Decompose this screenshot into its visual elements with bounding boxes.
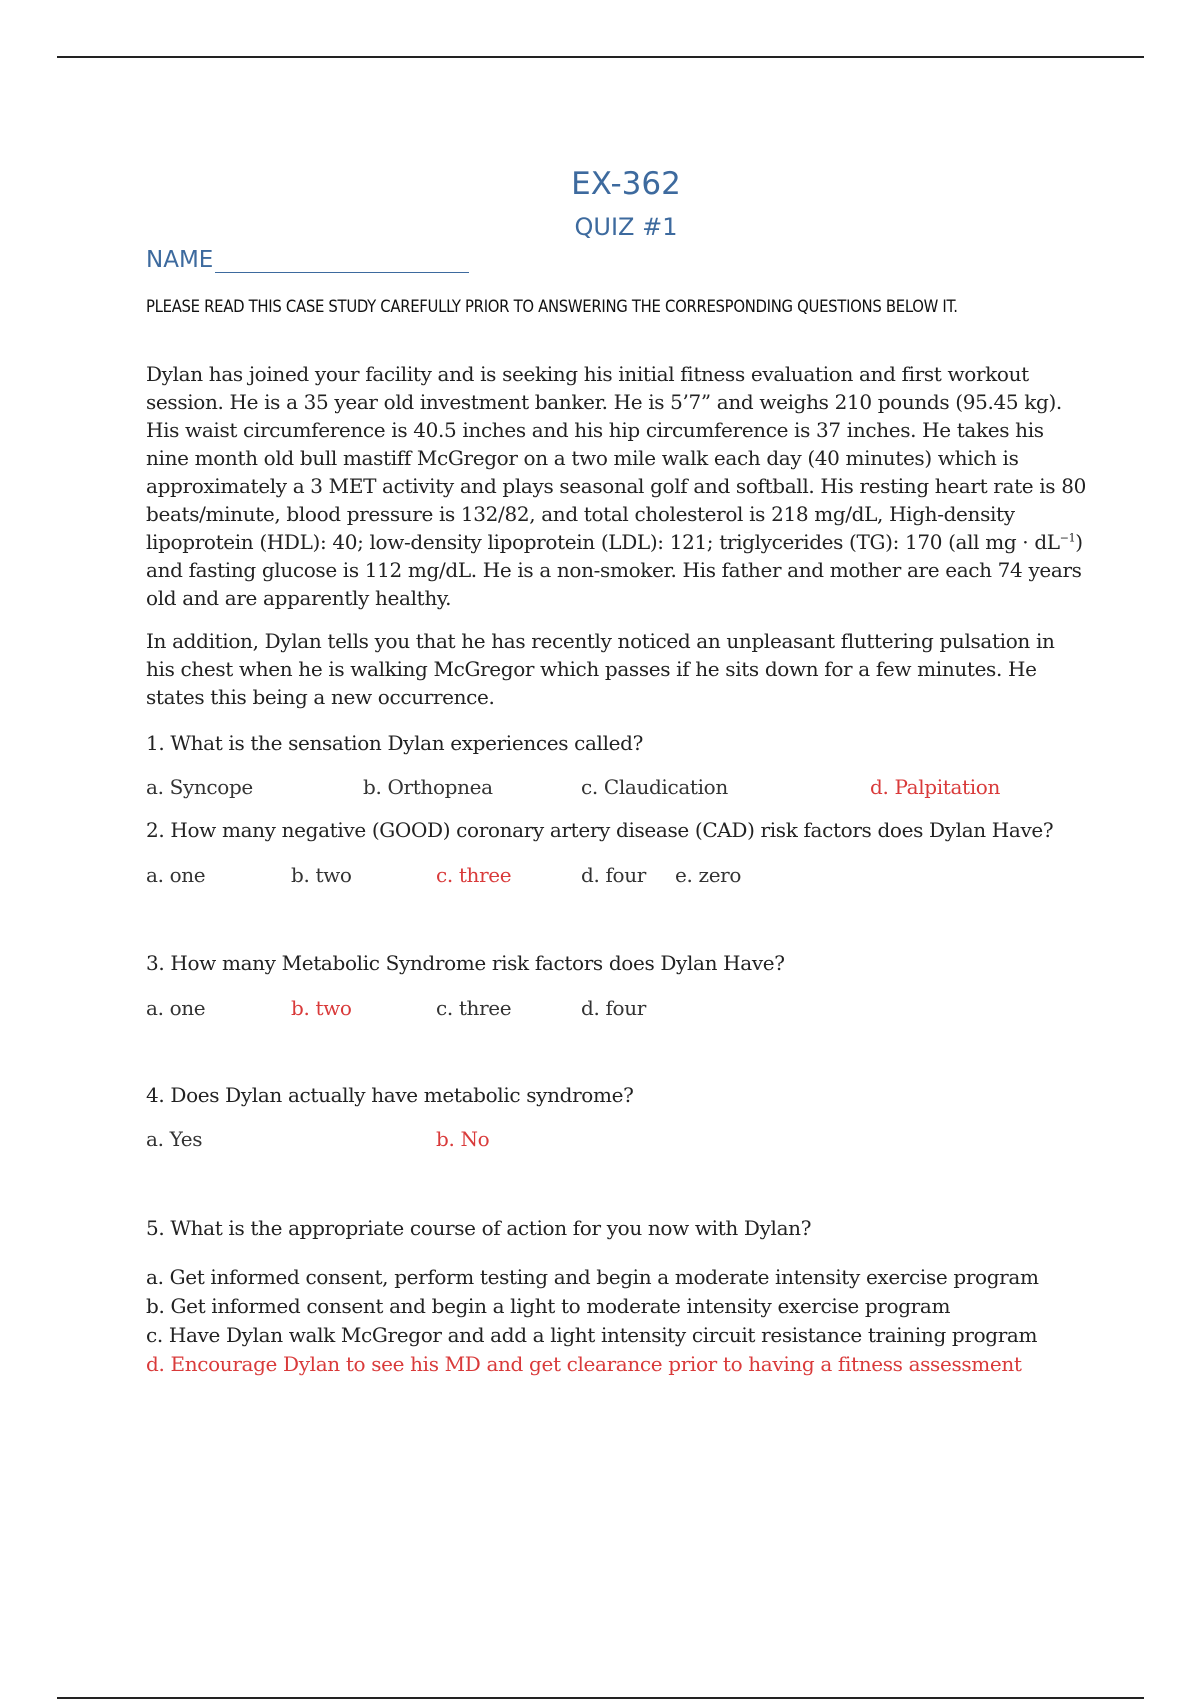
q2-option-c-answer[interactable]: c. three xyxy=(436,863,512,887)
q4-option-b-answer[interactable]: b. No xyxy=(436,1127,490,1151)
q1-option-a[interactable]: a. Syncope xyxy=(146,775,253,799)
q1-option-b[interactable]: b. Orthopnea xyxy=(363,775,493,799)
q3-option-d[interactable]: d. four xyxy=(581,996,646,1020)
name-label: NAME xyxy=(146,247,214,273)
case-study-paragraph-1 xyxy=(146,360,1086,612)
question-5: 5. What is the appropriate course of action for you now with Dylan? xyxy=(146,1216,812,1240)
question-3: 3. How many Metabolic Syndrome risk factors does Dylan Have? xyxy=(146,951,785,975)
top-rule xyxy=(57,56,1144,58)
q2-option-b[interactable]: b. two xyxy=(291,863,352,887)
question-2: 2. How many negative (GOOD) coronary artery disease (CAD) risk factors does Dylan Have? xyxy=(146,818,1054,842)
question-4: 4. Does Dylan actually have metabolic syndrome? xyxy=(146,1083,634,1107)
q1-option-c[interactable]: c. Claudication xyxy=(581,775,728,799)
instructions: PLEASE READ THIS CASE STUDY CAREFULLY PRIOR TO ANSWERING THE CORRESPONDING QUESTIONS BELOW IT. xyxy=(146,297,958,316)
course-code: EX-362 xyxy=(571,166,681,202)
name-blank-line[interactable] xyxy=(215,250,469,273)
q3-option-b-answer[interactable]: b. two xyxy=(291,996,352,1020)
name-field xyxy=(146,247,469,273)
q5-option-b[interactable]: b. Get informed consent and begin a light to moderate intensity exercise program xyxy=(146,1294,951,1318)
q5-option-c[interactable]: c. Have Dylan walk McGregor and add a light intensity circuit resistance training program xyxy=(146,1323,1038,1347)
q5-option-a[interactable]: a. Get informed consent, perform testing and begin a moderate intensity exercise program xyxy=(146,1265,1039,1289)
case-study-p1-main: Dylan has joined your facility and is seeking his initial fitness evaluation and first workout session. He is a 35 year old investment banker. He is 5’7” and weighs 210 pounds (95.45 kg). His waist circumference is 40.5 inches and his hip circumference is 37 inches. He takes his nine month old bull mastiff McGregor on a two mile walk each day (40 minutes) which is approximately a 3 MET activity and plays seasonal golf and softball. His resting heart rate is 80 beats/minute, blood pressure is 132/82, and total cholesterol is 218 mg/dL, High-density lipoprotein (HDL): 40; low-density lipoprotein (LDL): 121; triglycerides (TG): 170 (all mg · dL xyxy=(146,362,1086,554)
quiz-title: QUIZ #1 xyxy=(574,213,678,241)
q3-option-a[interactable]: a. one xyxy=(146,996,206,1020)
q4-option-a[interactable]: a. Yes xyxy=(146,1127,203,1151)
q3-option-c[interactable]: c. three xyxy=(436,996,512,1020)
q1-option-d-answer[interactable]: d. Palpitation xyxy=(870,775,1001,799)
question-1: 1. What is the sensation Dylan experiences called? xyxy=(146,731,643,755)
case-study-p1-end: ) and fasting glucose is 112 mg/dL. He is a non-smoker. His father and mother are each 74 years old and are apparently healthy. xyxy=(146,530,1083,610)
case-study-paragraph-2: In addition, Dylan tells you that he has recently noticed an unpleasant fluttering pulsation in his chest when he is walking McGregor which passes if he sits down for a few minutes. He states this being a new occurrence. xyxy=(146,629,1055,709)
q2-option-d[interactable]: d. four xyxy=(581,863,646,887)
q2-option-e[interactable]: e. zero xyxy=(675,863,742,887)
q2-option-a[interactable]: a. one xyxy=(146,863,206,887)
bottom-rule xyxy=(57,1697,1144,1699)
q5-option-d-answer[interactable]: d. Encourage Dylan to see his MD and get clearance prior to having a fitness assessment xyxy=(146,1352,1022,1376)
case-study-p1-sup: −1 xyxy=(1059,531,1076,545)
